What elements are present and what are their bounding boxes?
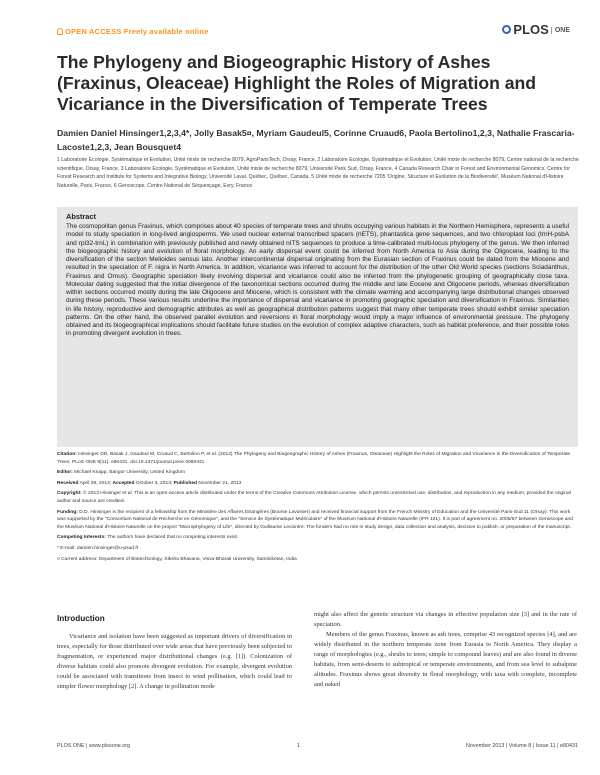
abstract-box	[57, 207, 578, 447]
journal-logo-text: PLOS	[513, 22, 549, 37]
page-footer	[57, 743, 578, 753]
introduction-heading: Introduction	[57, 614, 105, 623]
citation: Citation: Hinsinger DD, Basak J, Gaudeul M, Cruaud C, Bertolino P, et al. (2013) The Phylogeny and Biogeographic History of Ashes (Fraxinus, Oleaceae) Highlight the Roles of Migration and Vicariance in the Diversification of Temperate Trees. PLoS ONE 8(11): e80431. doi:10.1371/journal.pone.0080431	[57, 452, 571, 465]
dates: Received April 29, 2013; Accepted October 3, 2013; Published November 21, 2013	[57, 480, 242, 486]
page-header	[57, 22, 570, 40]
abstract-text: The cosmopolitan genus Fraxinus, which comprises about 40 species of temperate trees and shrubs occupying various habitats in the Northern Hemisphere, represents a useful model to study speciation in long-lived angiosperms. We used nuclear external transcribed spacers (nETS), phantastica gene sequences, and two chloroplast loci (trnH-psbA and rpl32-trnL) in combination with previously published and newly obtained nITS sequences to produce a time-calibrated multi-locus phylogeny of the genus. We then inferred the biogeographic history and evolution of floral morphology. An early dispersal event could be inferred from North America to Asia during the Oligocene, leading to the diversification of the section Melioides sensus lato. Another intercontinental dispersal originating from the Eurasian section of Fraxinus could be dated from the Miocene and resulted in the speciation of F. nigra in North America. In addition, vicariance was inferred to account for the distribution of the other Old World species (sections Sciadanthus, Fraxinus and Ornus). Geographic speciation likely involving dispersal and vicariance could also be inferred from the phylogenetic grouping of geographically close taxa. Molecular dating suggested that the initial divergence of the taxonomical sections occurred during the middle and late Eocene and Oligocene periods, whereas diversification within sections occurred mostly during the late Oligocene and Miocene, which is consistent with the climate warming and accompanying large distributional changes observed during these periods. These various results underline the importance of dispersal and vicariance in promoting geographic speciation and diversification in Fraxinus. Similarities in life history, reproductive and demographic attributes as well as geographical distribution patterns suggest that many other temperate trees should exhibit similar speciation patterns. On the other hand, the observed parallel evolution and reversions in floral morphology would imply a major influence of environmental pressure. The phylogeny obtained and its biogeographical implications should facilitate future studies on the evolution of complex adaptive characters, such as habitat preference, and their possible roles in promoting divergent evolution in trees.	[66, 223, 569, 338]
competing-interests: Competing Interests: The authors have declared that no competing interests exist.	[57, 535, 239, 541]
open-access-badge	[57, 27, 208, 36]
editor: Editor: Michael Knapp, Bangor University, United Kingdom	[57, 470, 185, 476]
journal-logo-sub: ONE	[551, 27, 570, 34]
author-list: Damien Daniel Hinsinger1,2,3,4*, Jolly Basak5¤, Myriam Gaudeul5, Corinne Cruaud6, Paola Bertolino1,2,3, Nathalie Frascaria-Lacoste1,2,3, Jean Bousquet4	[57, 128, 575, 152]
article-title: The Phylogeny and Biogeographic History of Ashes (Fraxinus, Oleaceae) Highlight the Roles of Migration and Vicariance in the Diversification of Temperate Trees	[57, 52, 537, 114]
intro-paragraph-1: Vicariance and isolation have been suggested as important drivers of diversification in trees, especially for those distributed over wide areas that have previously been subjected to fragmentation, or experienced major distributional changes (e.g. [1]). Colonization of diverse habitats could also promote divergent evolution. For example, divergent evolution could be associated with transitions from insect to wind pollination, which could lead to simpler flower morphology [2]. A change in pollination mode	[57, 633, 292, 691]
copyright: Copyright: © 2013 Hinsinger et al. This is an open-access article distributed under the terms of the Creative Commons Attribution License, which permits unrestricted use, distribution, and reproduction in any medium, provided the original author and source are credited.	[57, 491, 571, 504]
funding: Funding: D.D. Hinsinger is the recipient of a fellowship from the Ministère des Affaires Etrangères (Bourse Lavoisier) and received financial support from the French Ministry of Education and the Université Paris-Sud 11 (Orsay). This work was supported by the "Consortium National de Recherche en Génomique", and the "Service de Systématique Moléculaire" of the Muséum National d'Histoire Naturelle (IFR 101). It is part of agreement no. 2005/67 between Genoscope and the Muséum National d'Histoire Naturelle on the project "Macrophylogeny of Life", directed by Guillaume Lecointre. The funders had no role in study design, data collection and analysis, decision to publish, or preparation of the manuscript.	[57, 509, 573, 530]
email: * E-mail: damien.hinsinger@u-psud.fr	[57, 545, 139, 551]
open-lock-icon	[57, 28, 63, 35]
email-link[interactable]: damien.hinsinger@u-psud.fr	[76, 545, 139, 551]
footer-issue: November 2013 | Volume 8 | Issue 11 | e80431	[466, 743, 578, 749]
body-column-left	[57, 614, 292, 692]
intro-paragraph-2: Members of the genus Fraxinus, known as ash trees, comprise 43 recognized species [4], and are widely distributed in the northern temperate zone from Eurasia to North America. They display a range of morphologies (e.g., shrubs to trees; simple to compound leaves) and are also found in diverse habitats, from semi-deserts to subtropical or temperate environments, and from sea level to subalpine altitudes. Fraxinus shows great diversity in floral morphology, with taxa with complete, incomplete and naked	[314, 631, 577, 689]
page-number: 1	[297, 743, 300, 749]
plos-circle-icon	[502, 25, 511, 34]
article-metadata	[57, 451, 578, 566]
open-access-label: OPEN ACCESS Freely available online	[65, 27, 209, 36]
affiliations: 1 Laboratoire Ecologie, Systématique et Evolution, Unité mixte de recherche 8079, AgroParisTech, Orsay, France, 2 Laboratoire Ecologie, Systématique et Evolution, Unité mixte de recherche 8079, Centre national de la recherche scientifique, Orsay, France, 3 Laboratoire Ecologie, Systématique et Evolution, Unité mixte de recherche 8079, Université Paris Sud, Orsay, France, 4 Canada Research Chair in Forest and Environmental Genomics, Centre for Forest Research and Institute for Systems and Integrative Biology, Université Laval, Québec, Québec, Canada, 5 Unité mixte de recherche 7205 'Origine, Structure et Evolution de la Biodiversité', Muséum National d'Histoire Naturelle, Paris, France, 6 Genoscope, Centre National de Séquençage, Evry, France	[57, 157, 579, 190]
journal-logo	[502, 22, 570, 37]
footer-journal[interactable]: PLOS ONE | www.plosone.org	[57, 743, 131, 749]
intro-paragraph-1-cont: might also affect the genetic structure via changes in effective population size [3] and in the rate of speciation.	[314, 611, 577, 629]
abstract-heading: Abstract	[66, 212, 96, 221]
current-address: ¤ Current address: Department of Biotechnology, Siksha Bhavana, Visva-Bharati University, Santiniketan, India	[57, 556, 297, 562]
body-column-right	[314, 610, 577, 690]
